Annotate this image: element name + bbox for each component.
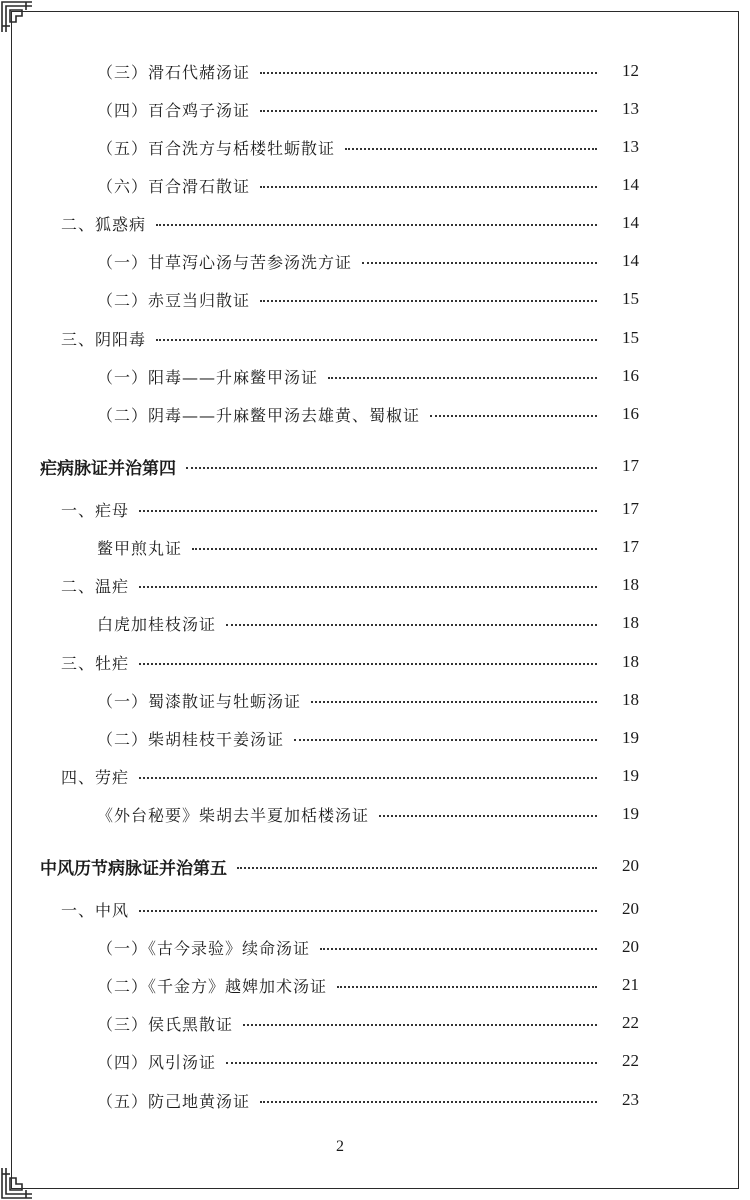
toc-entry-page: 14 [622, 175, 639, 194]
toc-entry-title: （五）防己地黄汤证 [97, 1091, 251, 1111]
toc-entry-page: 23 [622, 1090, 639, 1109]
toc-entry[interactable] [0, 570, 750, 600]
dot-leader [156, 339, 597, 341]
dot-leader [156, 224, 597, 226]
dot-leader [139, 910, 597, 912]
dot-leader [192, 548, 597, 550]
toc-entry-page: 18 [622, 613, 639, 632]
dot-leader [186, 467, 597, 469]
toc-entry-page: 20 [622, 899, 639, 918]
dot-leader [139, 586, 597, 588]
toc-entry-title: （二）柴胡桂枝干姜汤证 [97, 729, 285, 749]
toc-entry[interactable] [0, 284, 750, 314]
toc-entry-title: 三、牡疟 [61, 653, 130, 673]
dot-leader [237, 867, 597, 869]
toc-entry-title: 一、疟母 [61, 500, 130, 520]
toc-entry[interactable] [0, 799, 750, 829]
toc-entry-title: 中风历节病脉证并治第五 [40, 858, 227, 879]
toc-entry-page: 18 [622, 652, 639, 671]
toc-entry[interactable] [0, 1046, 750, 1076]
dot-leader [260, 186, 597, 188]
dot-leader [139, 510, 597, 512]
toc-entry[interactable] [0, 894, 750, 924]
dot-leader [226, 624, 597, 626]
toc-entry-page: 22 [622, 1013, 639, 1032]
toc-entry-page: 22 [622, 1051, 639, 1070]
dot-leader [430, 415, 597, 417]
toc-entry-page: 17 [622, 456, 639, 475]
toc-entry-title: （五）百合洗方与栝楼牡蛎散证 [97, 138, 336, 158]
toc-entry-title: 二、狐惑病 [61, 214, 147, 234]
toc-entry[interactable] [0, 170, 750, 200]
toc-entry-title: （一）甘草泻心汤与苦参汤洗方证 [97, 252, 353, 272]
toc-entry[interactable] [0, 494, 750, 524]
toc-chapter-entry[interactable] [0, 851, 750, 881]
toc-entry-title: （三）侯氏黑散证 [97, 1014, 234, 1034]
toc-entry-page: 17 [622, 537, 639, 556]
toc-entry[interactable] [0, 723, 750, 753]
dot-leader [379, 815, 597, 817]
toc-entry-title: （六）百合滑石散证 [97, 176, 251, 196]
toc-entry[interactable] [0, 932, 750, 962]
toc-entry-title: （四）百合鸡子汤证 [97, 100, 251, 120]
dot-leader [294, 739, 597, 741]
toc-entry-title: （一）阳毒——升麻鳖甲汤证 [97, 367, 319, 387]
toc-entry[interactable] [0, 1008, 750, 1038]
toc-entry[interactable] [0, 970, 750, 1000]
dot-leader [311, 701, 597, 703]
dot-leader [260, 1101, 597, 1103]
dot-leader [328, 377, 597, 379]
toc-entry-page: 21 [622, 975, 639, 994]
toc-entry-page: 15 [622, 289, 639, 308]
toc-entry[interactable] [0, 132, 750, 162]
toc-entry[interactable] [0, 608, 750, 638]
toc-entry-page: 16 [622, 404, 639, 423]
dot-leader [345, 148, 597, 150]
page-number: 2 [336, 1138, 344, 1155]
toc-entry-page: 19 [622, 728, 639, 747]
toc-entry[interactable] [0, 532, 750, 562]
toc-entry-page: 18 [622, 575, 639, 594]
toc-entry-title: 白虎加桂枝汤证 [97, 614, 217, 634]
toc-entry-title: 《外台秘要》柴胡去半夏加栝楼汤证 [97, 805, 370, 825]
toc-entry-title: 二、温疟 [61, 576, 130, 596]
toc-entry-page: 20 [622, 856, 639, 875]
toc-entry-page: 13 [622, 137, 639, 156]
toc-entry-page: 19 [622, 804, 639, 823]
toc-entry-title: 疟病脉证并治第四 [40, 458, 176, 479]
toc-entry[interactable] [0, 94, 750, 124]
toc-entry[interactable] [0, 361, 750, 391]
toc-entry-title: （二）赤豆当归散证 [97, 290, 251, 310]
toc-entry-page: 15 [622, 328, 639, 347]
toc-entry-title: 三、阴阳毒 [61, 329, 147, 349]
toc-chapter-entry[interactable] [0, 451, 750, 481]
toc-entry-page: 14 [622, 213, 639, 232]
toc-entry-title: 四、劳疟 [61, 767, 130, 787]
dot-leader [139, 777, 597, 779]
toc-entry[interactable] [0, 1085, 750, 1115]
toc-entry-page: 18 [622, 690, 639, 709]
toc-entry-page: 12 [622, 61, 639, 80]
dot-leader [139, 663, 597, 665]
toc-entry[interactable] [0, 399, 750, 429]
toc-entry-title: 鳖甲煎丸证 [97, 538, 183, 558]
toc-entry-page: 19 [622, 766, 639, 785]
toc-entry-page: 17 [622, 499, 639, 518]
toc-entry-title: （一）蜀漆散证与牡蛎汤证 [97, 691, 302, 711]
toc-entry[interactable] [0, 56, 750, 86]
toc-entry-page: 20 [622, 937, 639, 956]
toc-entry[interactable] [0, 685, 750, 715]
dot-leader [320, 948, 597, 950]
dot-leader [362, 262, 597, 264]
dot-leader [260, 72, 597, 74]
dot-leader [260, 300, 597, 302]
toc-entry-title: （三）滑石代赭汤证 [97, 62, 251, 82]
toc-entry-title: （四）风引汤证 [97, 1052, 217, 1072]
toc-entry-page: 16 [622, 366, 639, 385]
toc-entry-title: （二）阴毒——升麻鳖甲汤去雄黄、蜀椒证 [97, 405, 421, 425]
dot-leader [260, 110, 597, 112]
toc-entry[interactable] [0, 761, 750, 791]
dot-leader [226, 1062, 597, 1064]
toc-entry[interactable] [0, 246, 750, 276]
toc-entry-page: 14 [622, 251, 639, 270]
toc-entry-title: 一、中风 [61, 900, 130, 920]
dot-leader [337, 986, 597, 988]
toc-entry[interactable] [0, 323, 750, 353]
toc-entry[interactable] [0, 647, 750, 677]
toc-entry-page: 13 [622, 99, 639, 118]
toc-entry[interactable] [0, 208, 750, 238]
toc-entry-title: （一）《古今录验》续命汤证 [97, 938, 311, 958]
toc-entry-title: （二）《千金方》越婢加术汤证 [97, 976, 328, 996]
dot-leader [243, 1024, 597, 1026]
